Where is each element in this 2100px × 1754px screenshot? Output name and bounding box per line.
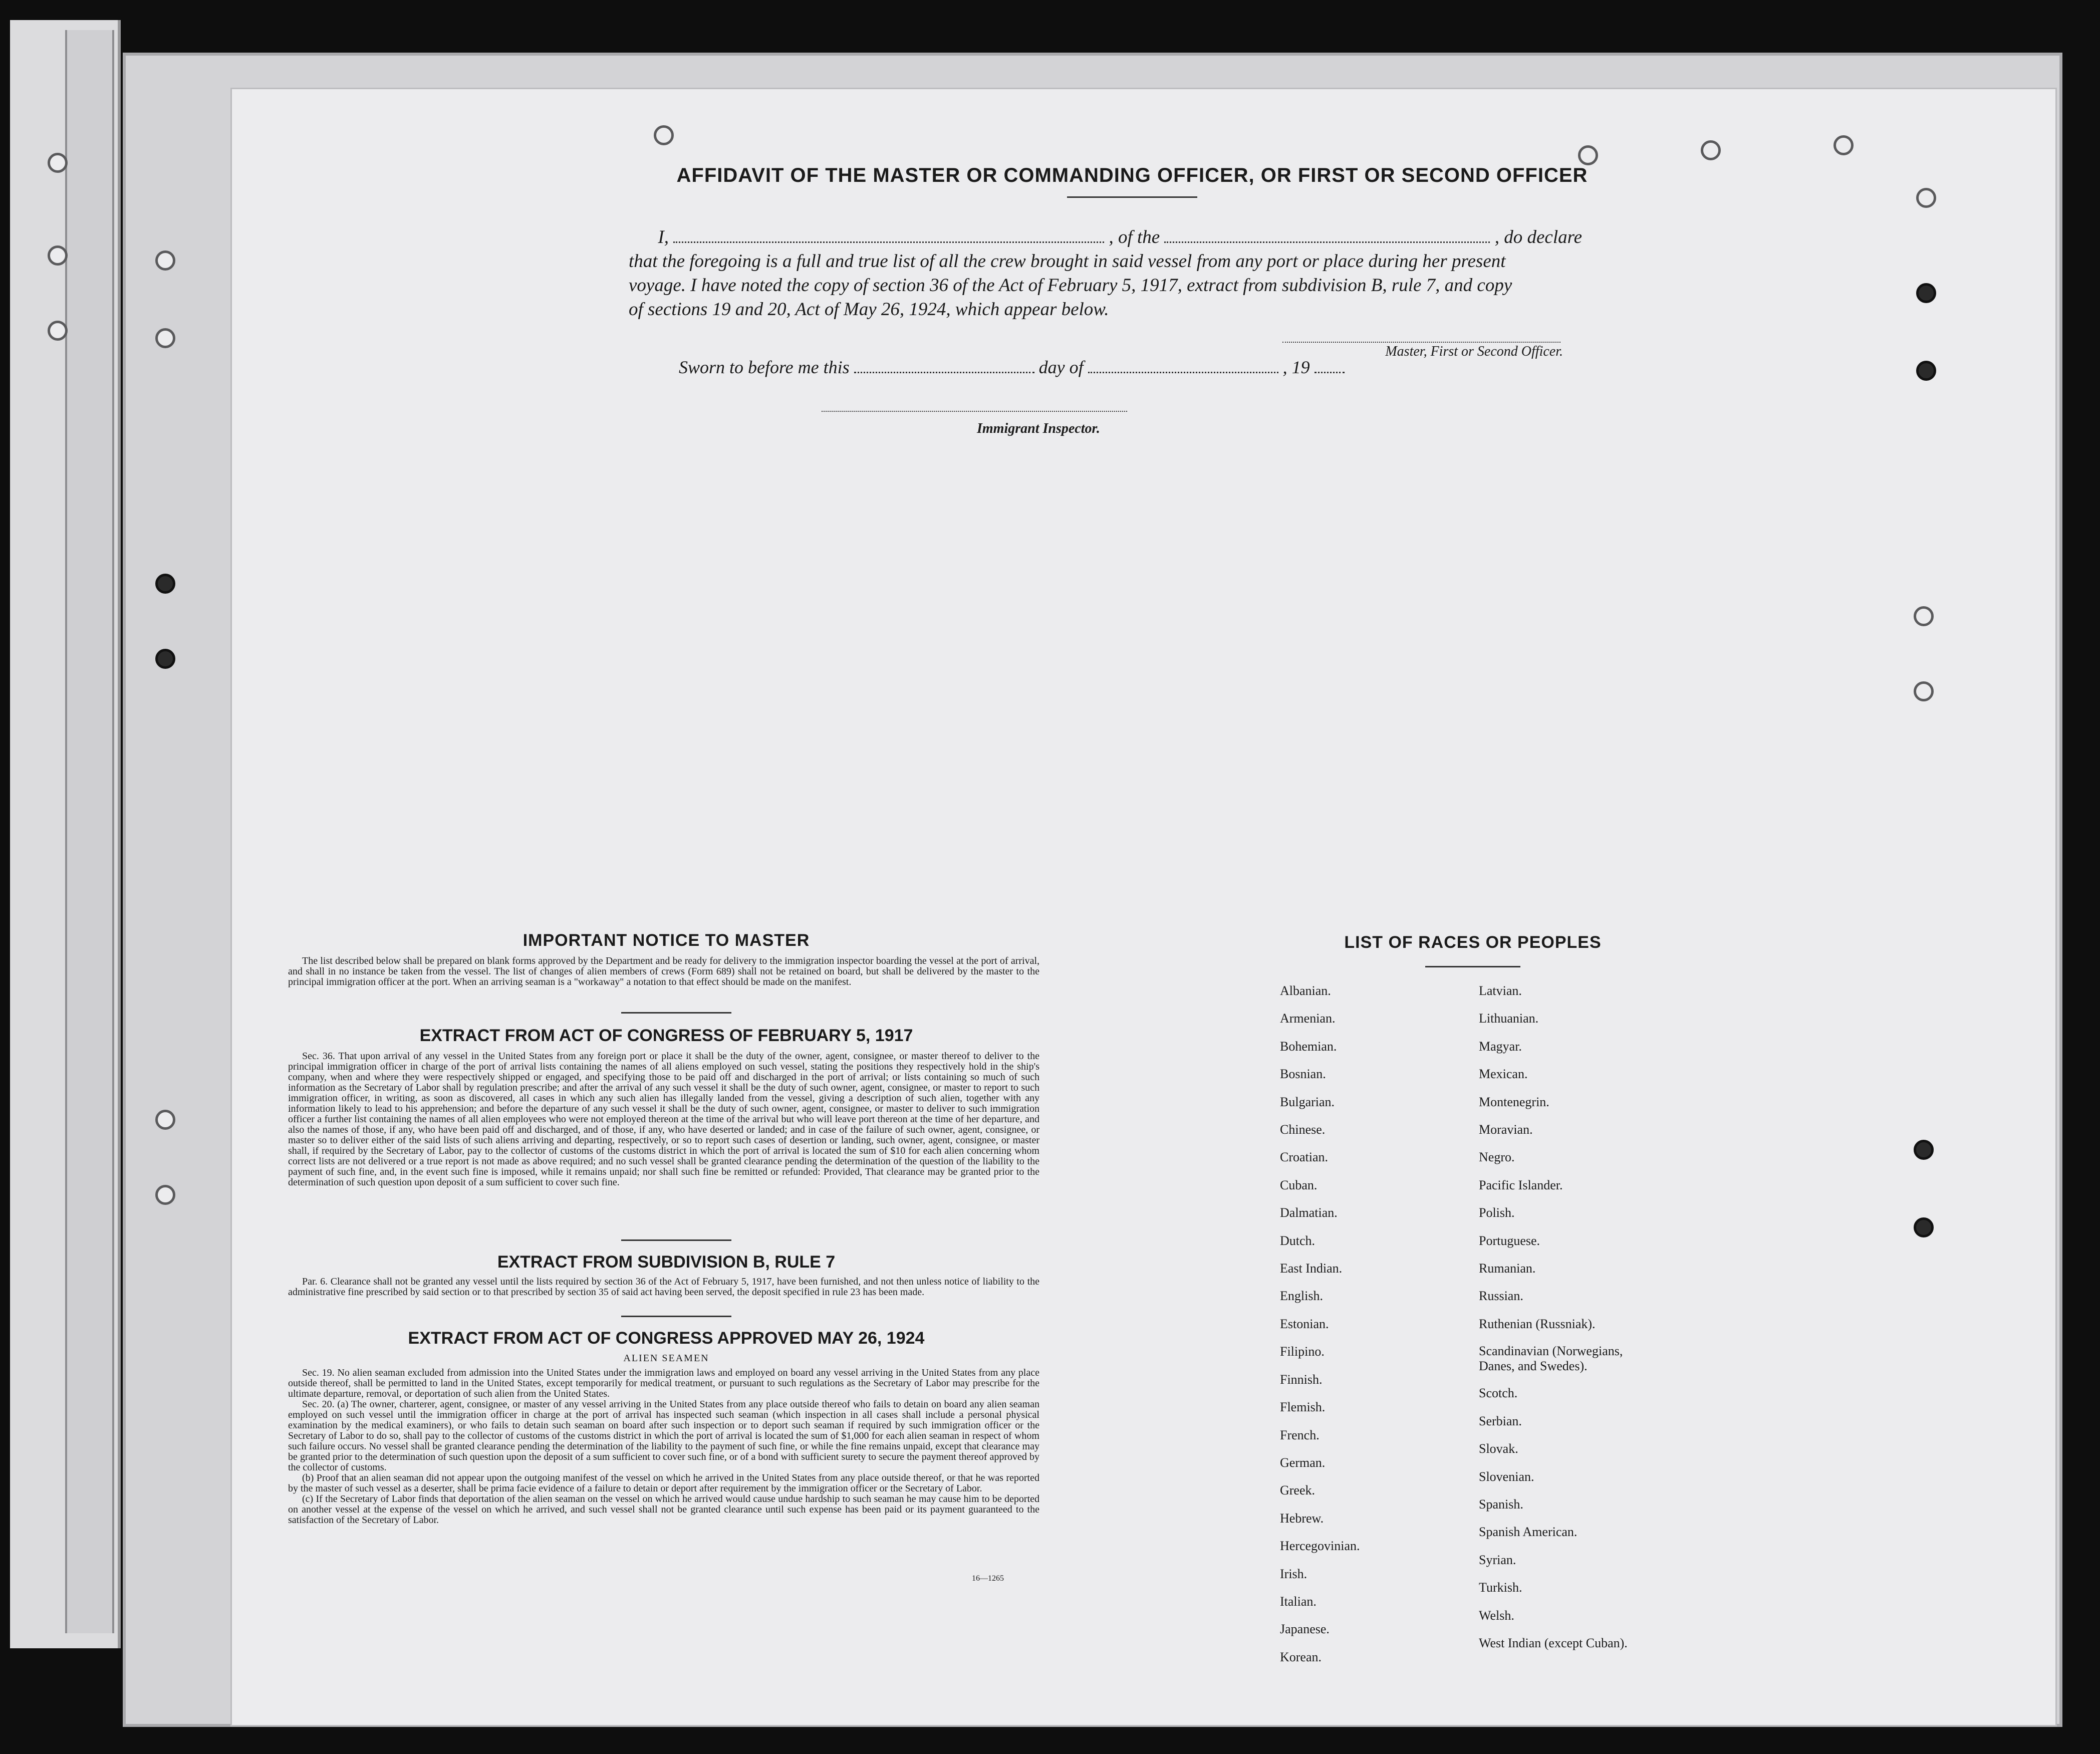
- race-item: Chinese.: [1280, 1122, 1326, 1137]
- sworn-day-label: day of: [1038, 357, 1084, 377]
- race-item: Negro.: [1479, 1150, 1515, 1165]
- punch-hole: [1833, 135, 1854, 155]
- race-item-line: Scandinavian (Norwegians,: [1479, 1344, 1623, 1359]
- race-item: Slovak.: [1479, 1441, 1518, 1456]
- extract-rule7-title: EXTRACT FROM SUBDIVISION B, RULE 7: [497, 1252, 836, 1272]
- races-title: LIST OF RACES OR PEOPLES: [1344, 933, 1602, 952]
- affidavit-line-3: voyage. I have noted the copy of section 36 of the Act of February 5, 1917, extract from subdivision B, rule 7, and copy: [629, 275, 1512, 296]
- race-item: Pacific Islander.: [1479, 1177, 1563, 1192]
- race-item: West Indian (except Cuban).: [1479, 1635, 1628, 1650]
- vessel-blank[interactable]: [1164, 227, 1490, 243]
- punch-hole: [1914, 606, 1934, 626]
- race-item: Russian.: [1479, 1289, 1523, 1304]
- race-item: Magyar.: [1479, 1039, 1522, 1054]
- race-item-line: Danes, and Swedes).: [1479, 1359, 1588, 1374]
- sworn-month-blank[interactable]: [1088, 358, 1278, 373]
- race-item: Montenegrin.: [1479, 1094, 1549, 1109]
- extract-1924-subtitle: ALIEN SEAMEN: [623, 1353, 709, 1364]
- race-item: Hebrew.: [1280, 1511, 1324, 1526]
- form-number: 16—1265: [972, 1574, 1004, 1583]
- punch-hole: [155, 1185, 175, 1205]
- race-item: Polish.: [1479, 1205, 1515, 1220]
- section-rule: [621, 1239, 731, 1241]
- punch-hole: [1701, 140, 1721, 160]
- punch-hole: [1916, 283, 1936, 303]
- sworn-year-blank[interactable]: [1315, 358, 1345, 373]
- sworn-line: [679, 357, 1430, 378]
- extract-1924-paragraph: (c) If the Secretary of Labor finds that deportation of the alien seaman on the vessel on which he arrived would cause undue hardship to such seaman he may cause him to be deported on another vessel at the expense of the vessel on which he arrived, and such vessel shall not be granted clearance until such expense has been paid or its payment guaranteed to the satisfaction of the Secretary of Labor.: [288, 1493, 1039, 1526]
- punch-hole: [1916, 188, 1936, 208]
- extract-rule7-body: [288, 1277, 1039, 1298]
- race-item: Ruthenian (Russniak).: [1479, 1316, 1596, 1331]
- extract-1917-body: [288, 1051, 1039, 1188]
- race-item: Cuban.: [1280, 1177, 1318, 1192]
- affidavit-title: AFFIDAVIT OF THE MASTER OR COMMANDING OFFICER, OR FIRST OR SECOND OFFICER: [676, 164, 1588, 186]
- punch-hole: [1914, 1140, 1934, 1160]
- race-item: English.: [1280, 1289, 1323, 1304]
- race-item: Slovenian.: [1479, 1469, 1534, 1484]
- race-item: Finnish.: [1280, 1372, 1323, 1387]
- punch-hole: [654, 125, 674, 145]
- punch-hole: [155, 1110, 175, 1130]
- race-item: Bosnian.: [1280, 1067, 1326, 1082]
- race-item: Filipino.: [1280, 1344, 1325, 1359]
- punch-hole: [155, 649, 175, 669]
- race-item: Bohemian.: [1280, 1039, 1337, 1054]
- race-item: Greek.: [1280, 1483, 1316, 1498]
- extract-1917-title: EXTRACT FROM ACT OF CONGRESS OF FEBRUARY 5, 1917: [419, 1026, 913, 1045]
- punch-hole: [1916, 361, 1936, 381]
- races-left-column: [1280, 977, 1470, 1671]
- race-item: Albanian.: [1280, 983, 1331, 998]
- inspector-signature-line[interactable]: [822, 411, 1127, 412]
- punch-hole: [48, 153, 68, 173]
- extract-1924-paragraph: Sec. 20. (a) The owner, charterer, agent, consignee, or master of any vessel arriving in the United States from any place outside thereof who fails to detain on board any alien seaman employed on such vessel until the immigration officer in charge at the port of arrival has inspected such seaman (which inspection in all cases shall include a personal physical examination by the medical examiners), or who fails to detain such seaman on board after such inspection or to deport such seaman if required by such immigration officer or the Secretary of Labor to do so, shall pay to the collector of customs of the customs district in which the port of arrival is located the sum of $1,000 for each alien seaman in respect of whom such failure occurs. No vessel shall be granted clearance pending the determination of the liability to the payment of such fine, or while the fine remains unpaid, except that clearance may be granted prior to the determination of such question upon the deposit of a sum sufficient to cover such fine, or of a bond with sufficient surety to secure the payment thereof approved by the collector of customs.: [288, 1399, 1039, 1473]
- race-item: Rumanian.: [1479, 1261, 1536, 1276]
- race-item: Bulgarian.: [1280, 1094, 1335, 1109]
- race-item: Portuguese.: [1479, 1233, 1540, 1248]
- race-item: Serbian.: [1479, 1413, 1522, 1428]
- affidavit-of: , of the: [1109, 227, 1160, 247]
- race-item: Hercegovinian.: [1280, 1539, 1360, 1554]
- extract-1924-body: [288, 1368, 1039, 1526]
- punch-hole: [155, 328, 175, 348]
- extract-1924-title: EXTRACT FROM ACT OF CONGRESS APPROVED MAY 26, 1924: [408, 1329, 925, 1348]
- race-item: Armenian.: [1280, 1011, 1336, 1026]
- punch-hole: [155, 574, 175, 594]
- punch-hole: [1914, 681, 1934, 701]
- race-item: Mexican.: [1479, 1067, 1528, 1082]
- race-item: Japanese.: [1280, 1622, 1330, 1637]
- affidavit-line-2: that the foregoing is a full and true list of all the crew brought in said vessel from any port or place during her present: [629, 251, 1506, 272]
- affidavit-line-4: of sections 19 and 20, Act of May 26, 1924, which appear below.: [629, 299, 1109, 320]
- race-item: Lithuanian.: [1479, 1011, 1539, 1026]
- notice-title: IMPORTANT NOTICE TO MASTER: [522, 931, 810, 950]
- race-item: Moravian.: [1479, 1122, 1533, 1137]
- race-item: Korean.: [1280, 1649, 1322, 1664]
- race-item: Estonian.: [1280, 1316, 1329, 1331]
- race-item: Latvian.: [1479, 983, 1522, 998]
- race-item: Spanish.: [1479, 1496, 1523, 1512]
- sworn-day-blank[interactable]: [854, 358, 1034, 373]
- race-item: Syrian.: [1479, 1552, 1516, 1567]
- affidavit-i: I,: [658, 227, 669, 247]
- affidavit-text: [629, 225, 1591, 322]
- race-item: German.: [1280, 1455, 1326, 1470]
- extract-rule7-paragraph: Par. 6. Clearance shall not be granted any vessel until the lists required by section 36 of the Act of February 5, 1917, have been furnished, and not then unless notice of liability to the administrative fine prescribed by said section or to that prescribed by section 35 of said act having been served, the deposit specified in rule 23 has been made.: [288, 1276, 1039, 1298]
- race-item: Flemish.: [1280, 1400, 1326, 1415]
- extract-1924-paragraph: Sec. 19. No alien seaman excluded from admission into the United States under the immigration laws and employed on board any vessel arriving in the United States from any place outside thereof, shall be permitted to land in the United States, except temporarily for medical treatment, or pursuant to such regulations as the Secretary of Labor may prescribe for the ultimate departure, removal, or deportation of such alien from the United States.: [288, 1367, 1039, 1399]
- race-item: Irish.: [1280, 1566, 1307, 1581]
- race-item: Croatian.: [1280, 1150, 1329, 1165]
- binder-spine: [65, 30, 114, 1633]
- name-blank[interactable]: [673, 227, 1104, 243]
- punch-hole: [155, 250, 175, 271]
- section-rule: [621, 1316, 731, 1317]
- master-signature-label: Master, First or Second Officer.: [1385, 344, 1563, 359]
- punch-hole: [48, 321, 68, 341]
- race-item: Turkish.: [1479, 1580, 1522, 1595]
- affidavit-line-1: [629, 225, 1591, 249]
- notice-body: [288, 956, 1039, 987]
- race-item: East Indian.: [1280, 1261, 1343, 1276]
- inspector-signature-label: Immigrant Inspector.: [977, 421, 1100, 436]
- race-item: Spanish American.: [1479, 1525, 1578, 1540]
- notice-paragraph: The list described below shall be prepared on blank forms approved by the Department and be ready for delivery to the immigration inspector boarding the vessel at the port of arrival, and shall in no instance be taken from the vessel. The list of changes of alien members of crews (Form 689) shall not be retained on board, but shall be delivered by the master to the principal immigration officer at the port. When an arriving seaman is a "workaway" a notation to that effect should be made on the manifest.: [288, 955, 1039, 987]
- punch-hole: [1578, 145, 1598, 165]
- extract-1924-paragraph: (b) Proof that an alien seaman did not appear upon the outgoing manifest of the vessel on which he arrived in the United States from any place outside thereof, or that he was reported by the master of such vessel as a deserter, shall be prima facie evidence of a failure to detain or deport after requirement by the immigration officer or the Secretary of Labor.: [288, 1472, 1039, 1494]
- sworn-prefix: Sworn to before me this: [679, 357, 850, 377]
- master-signature-line[interactable]: [1282, 342, 1560, 343]
- race-item: [1479, 1338, 1689, 1379]
- punch-hole: [48, 245, 68, 266]
- race-item: Scotch.: [1479, 1386, 1518, 1401]
- title-rule: [1067, 196, 1197, 198]
- race-item: Dutch.: [1280, 1233, 1316, 1248]
- sworn-year-label: , 19: [1282, 357, 1310, 377]
- race-item: Italian.: [1280, 1594, 1317, 1609]
- race-item: Welsh.: [1479, 1608, 1514, 1623]
- race-item: French.: [1280, 1427, 1320, 1442]
- punch-hole: [1914, 1217, 1934, 1237]
- extract-1917-paragraph: Sec. 36. That upon arrival of any vessel in the United States from any foreign port or place it shall be the duty of the owner, agent, consignee, or master thereof to deliver to the principal immigration officer in charge of the port of arrival lists containing the names of all aliens employed on such vessel, stating the positions they respectively hold in the ship's company, when and where they were respectively shipped or engaged, and specifying those to be paid off and discharged in the port of arrival; or lists containing so much of such information as the Secretary of Labor shall by regulation prescribe; and after the arrival of any such vessel it shall be the duty of such owner, agent, consignee, or master to report to such immigration officer, in writing, as soon as discovered, all cases in which any such alien has illegally landed from the vessel, giving a description of such alien, together with any information likely to lead to his apprehension; and before the departure of any such vessel it shall be the duty of such owner, agent, consignee, or master to deliver to such immigration officer a further list containing the names of all alien employees who were not employed thereon at the time of the arrival but who will leave port thereon at the time of her departure, and also the names of those, if any, who have been paid off and discharged, and of those, if any, who have deserted or landed; and in case of the failure of such owner, agent, consignee, or master so to deliver either of the said lists of such aliens arriving and departing, respectively, or so to report such cases of desertion or landing, such owner, agent, consignee, or master shall, if required by the Secretary of Labor, pay to the collector of customs of the customs district in which the port of arrival is located the sum of $10 for each alien concerning whom correct lists are not delivered or a true report is not made as above required; and no such vessel shall be granted clearance pending the determination of the question of the liability to the payment of such fine, and, in the event such fine is imposed, while it remains unpaid; nor shall such fine be remitted or refunded: Provided, That clearance may be granted prior to the determination of such question upon deposit of a sum sufficient to cover such fine.: [288, 1051, 1039, 1188]
- race-item: Dalmatian.: [1280, 1205, 1338, 1220]
- races-right-column: [1479, 977, 1689, 1657]
- races-title-rule: [1425, 966, 1520, 967]
- affidavit-declare: , do declare: [1494, 227, 1583, 247]
- section-rule: [621, 1012, 731, 1014]
